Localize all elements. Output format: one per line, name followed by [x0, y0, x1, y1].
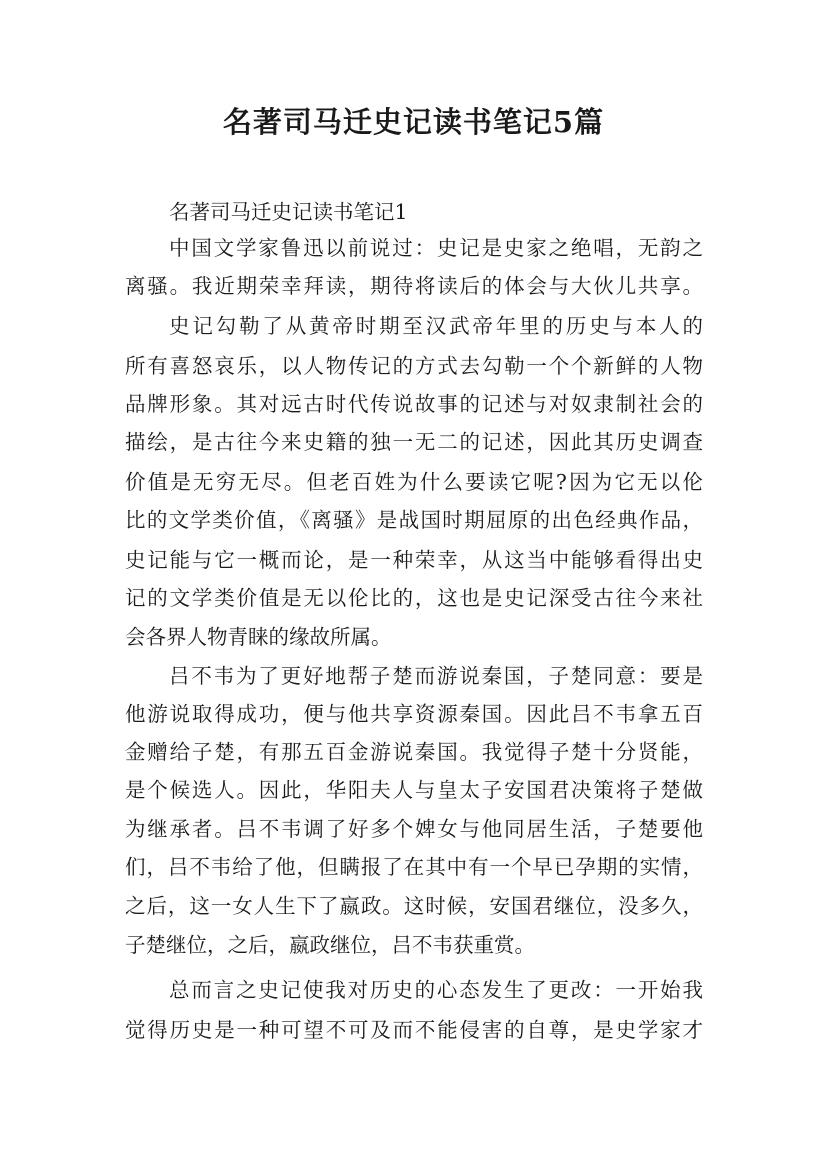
body-line [0, 886, 827, 926]
body-line [0, 578, 827, 618]
body-line-text: 名著司马迁史记读书笔记1 [169, 200, 408, 224]
body-line-text: 总而言之史记使我对历史的心态发生了更改：一开始我 [169, 978, 703, 1002]
body-line-text: 们，吕不韦给了他，但瞒报了在其中有一个早已孕期的实情， [125, 855, 703, 879]
body-line-text: 为继承者。吕不韦调了好多个婢女与他同居生活，子楚要他 [125, 817, 703, 841]
body-line [0, 770, 827, 810]
body-line [0, 500, 827, 540]
body-line-text: 中国文学家鲁迅以前说过：史记是史家之绝唱，无韵之 [169, 236, 703, 260]
body-line [0, 847, 827, 887]
body-line-text: 史记能与它一概而论，是一种荣幸，从这当中能够看得出史 [125, 548, 703, 572]
body-line [0, 462, 827, 502]
body-line [0, 228, 827, 268]
body-line [0, 732, 827, 772]
body-line-text: 他游说取得成功，便与他共享资源秦国。因此吕不韦拿五百 [125, 702, 703, 726]
body-line-text: 会各界人物青睐的缘故所属。 [125, 625, 392, 649]
body-line [0, 809, 827, 849]
body-line-text: 描绘，是古往今来史籍的独一无二的记述，因此其历史调查 [125, 430, 703, 454]
body-line-text: 金赠给子楚，有那五百金游说秦国。我觉得子楚十分贤能， [125, 740, 703, 764]
body-line-text: 比的文学类价值，《离骚》是战国时期屈原的出色经典作品， [125, 508, 703, 532]
body-line-text: 价值是无穷无尽。但老百姓为什么要读它呢?因为它无以伦 [125, 470, 703, 494]
body-line [0, 422, 827, 462]
body-line-text: 所有喜怒哀乐，以人物传记的方式去勾勒一个个新鲜的人物 [125, 354, 703, 378]
body-line-text: 之后，这一女人生下了嬴政。这时候，安国君继位，没多久， [125, 894, 703, 918]
body-line [0, 694, 827, 734]
body-line-text: 史记勾勒了从黄帝时期至汉武帝年里的历史与本人的 [169, 314, 703, 338]
body-line-text: 吕不韦为了更好地帮子楚而游说秦国，子楚同意：要是 [169, 664, 703, 688]
body-line [0, 384, 827, 424]
body-line [0, 970, 827, 1010]
body-line-text: 记的文学类价值是无以伦比的，这也是史记深受古往今来社 [125, 586, 703, 610]
body-line [0, 925, 827, 965]
body-line-text: 觉得历史是一种可望不可及而不能侵害的自尊，是史学家才 [125, 1018, 703, 1042]
body-line [0, 306, 827, 346]
body-line [0, 540, 827, 580]
body-line-text: 是个候选人。因此，华阳夫人与皇太子安国君决策将子楚做 [125, 778, 703, 802]
body-line [0, 346, 827, 386]
body-line [0, 617, 827, 657]
body-line [0, 656, 827, 696]
body-line [0, 1010, 827, 1050]
document-title: 名著司马迁史记读书笔记5篇 [222, 105, 605, 139]
body-line [0, 192, 827, 232]
body-line [0, 266, 827, 306]
body-line-text: 离骚。我近期荣幸拜读，期待将读后的体会与大伙儿共享。 [125, 274, 703, 298]
body-line-text: 品牌形象。其对远古时代传说故事的记述与对奴隶制社会的 [125, 392, 703, 416]
body-line-text: 子楚继位，之后，嬴政继位，吕不韦获重赏。 [125, 933, 535, 957]
